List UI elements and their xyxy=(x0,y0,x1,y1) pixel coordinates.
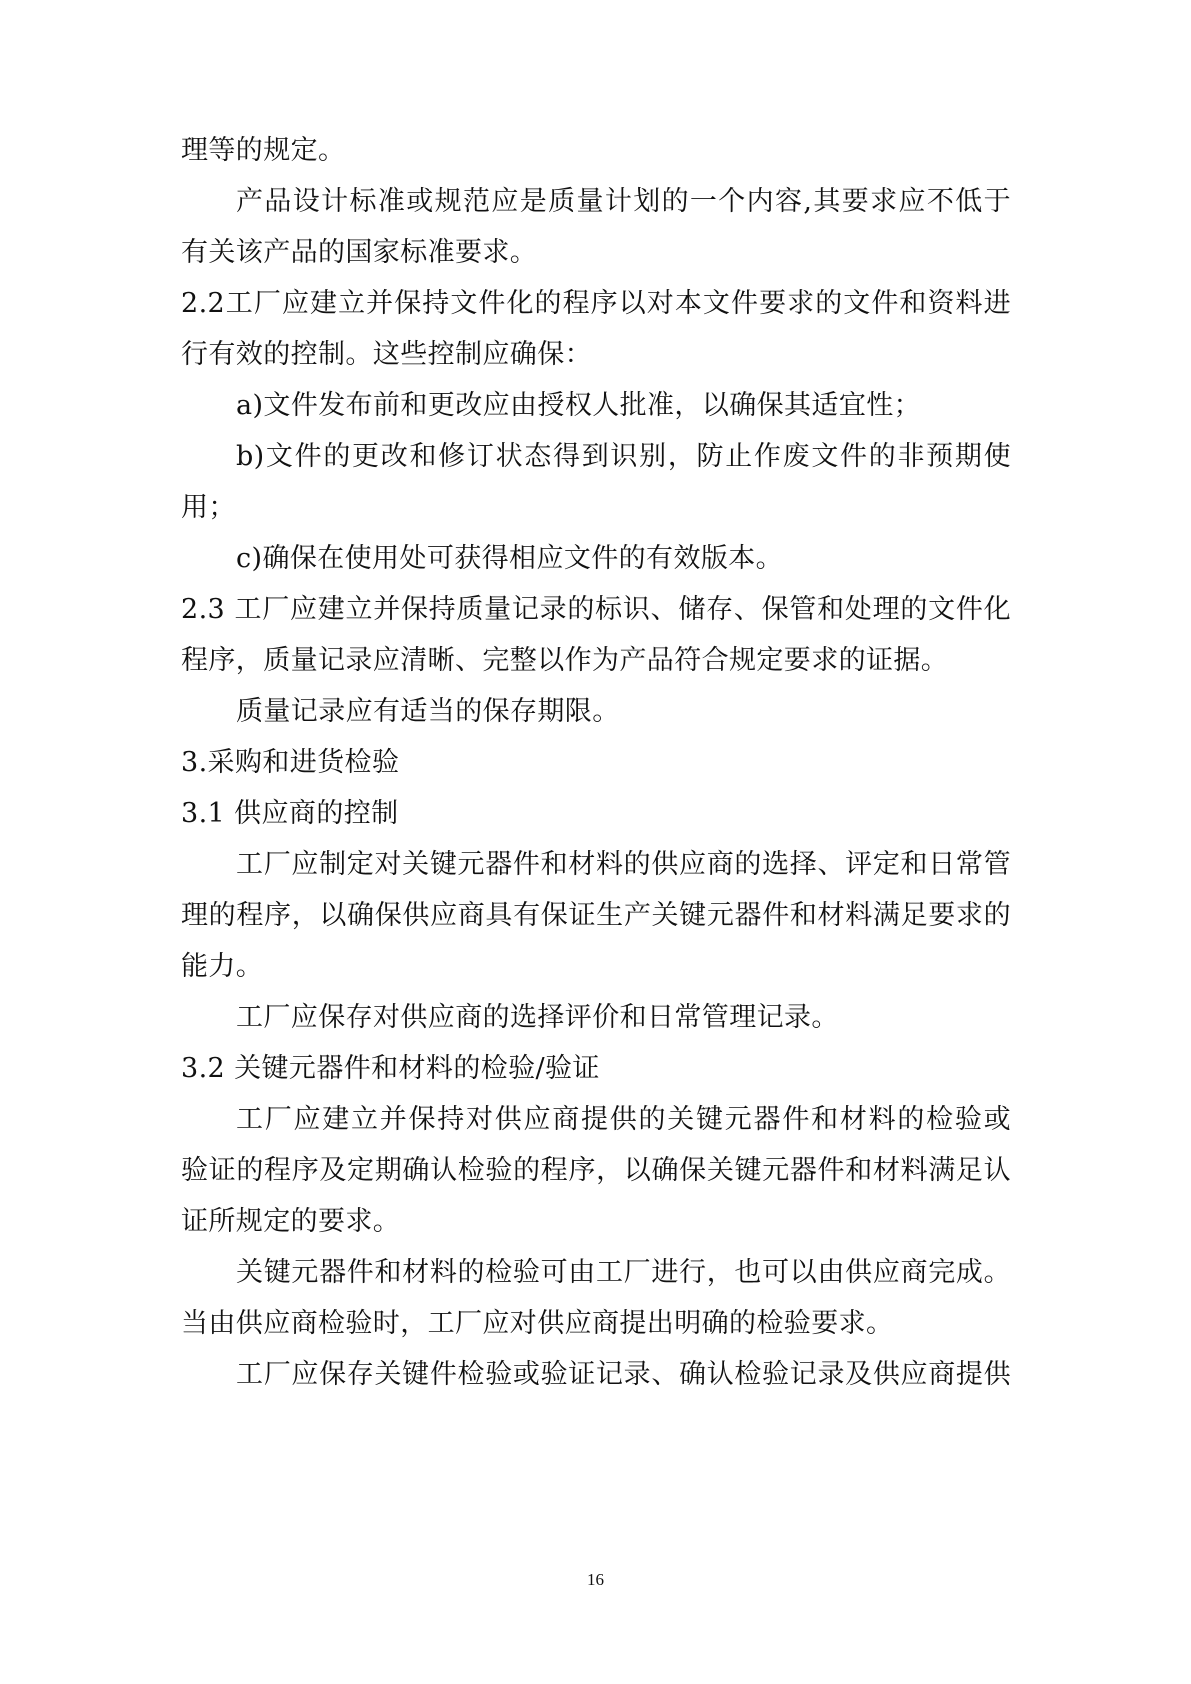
text-line: 能力。 xyxy=(181,951,264,982)
text-line: 关键元器件和材料的检验可由工厂进行，也可以由供应商完成。 xyxy=(236,1257,1011,1288)
text-line: 用； xyxy=(181,492,236,523)
text-line: 产品设计标准或规范应是质量计划的一个内容,其要求应不低于 xyxy=(236,186,1011,217)
subsection-heading: 3.1 供应商的控制 xyxy=(181,798,399,829)
text-line: 2.3 工厂应建立并保持质量记录的标识、储存、保管和处理的文件化 xyxy=(181,594,1011,625)
text-line: 工厂应建立并保持对供应商提供的关键元器件和材料的检验或 xyxy=(236,1104,1011,1135)
text-line: 理等的规定。 xyxy=(181,135,346,166)
text-line: 工厂应制定对关键元器件和材料的供应商的选择、评定和日常管 xyxy=(236,849,1011,880)
text-line: b)文件的更改和修订状态得到识别，防止作废文件的非预期使 xyxy=(236,441,1011,472)
text-line: 质量记录应有适当的保存期限。 xyxy=(236,696,620,727)
text-line: 行有效的控制。这些控制应确保： xyxy=(181,339,592,370)
page-number: 16 xyxy=(587,1570,604,1589)
section-heading: 3.采购和进货检验 xyxy=(181,747,400,778)
text-line: 程序，质量记录应清晰、完整以作为产品符合规定要求的证据。 xyxy=(181,645,949,676)
text-line: 理的程序，以确保供应商具有保证生产关键元器件和材料满足要求的 xyxy=(181,900,1011,931)
subsection-heading: 3.2 关键元器件和材料的检验/验证 xyxy=(181,1053,600,1084)
text-line: c)确保在使用处可获得相应文件的有效版本。 xyxy=(236,543,784,574)
text-line: 工厂应保存对供应商的选择评价和日常管理记录。 xyxy=(236,1002,839,1033)
text-line: 验证的程序及定期确认检验的程序，以确保关键元器件和材料满足认 xyxy=(181,1155,1011,1186)
text-line: 有关该产品的国家标准要求。 xyxy=(181,237,538,268)
text-line: 当由供应商检验时，工厂应对供应商提出明确的检验要求。 xyxy=(181,1308,894,1339)
text-line: 工厂应保存关键件检验或验证记录、确认检验记录及供应商提供 xyxy=(236,1359,1011,1390)
text-line: a)文件发布前和更改应由授权人批准，以确保其适宜性； xyxy=(236,390,922,421)
text-line: 2.2工厂应建立并保持文件化的程序以对本文件要求的文件和资料进 xyxy=(181,288,1011,319)
text-line: 证所规定的要求。 xyxy=(181,1206,401,1237)
